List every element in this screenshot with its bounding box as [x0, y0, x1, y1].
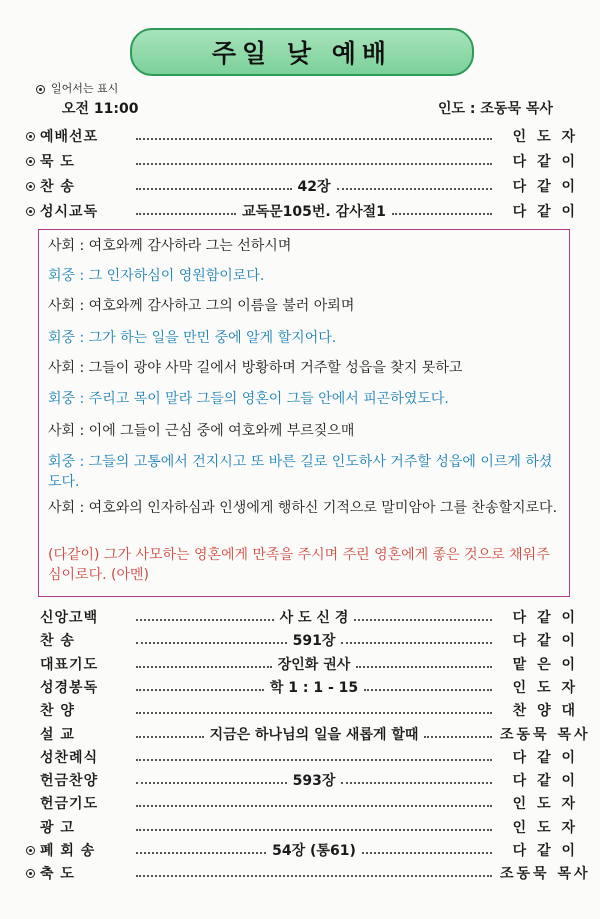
- order-item-role: 다 같 이: [512, 610, 578, 626]
- reading-line: 회중 : 그 인자하심이 영원함이로다.: [48, 268, 265, 284]
- reading-line: 사회 : 여호와의 인자하심과 인생에게 행하신 기적으로 말미암아 그를 찬송할지로다.: [48, 500, 558, 516]
- leader-dots: [136, 689, 264, 691]
- standing-mark-icon: [26, 132, 35, 141]
- order-item-name: 성경봉독: [40, 679, 99, 696]
- page-title: 주일 낮 예배: [130, 28, 474, 76]
- order-item-content: 42장: [297, 179, 331, 195]
- dot-leader: [136, 630, 492, 650]
- order-item-name: 예배선포: [40, 129, 99, 145]
- leader-dots: [136, 666, 272, 668]
- dot-leader: [136, 724, 492, 744]
- dot-leader: [136, 176, 492, 196]
- leader-dots: [136, 163, 492, 165]
- order-item-name: 성시교독: [40, 204, 99, 220]
- order-item-role: 다 같 이: [512, 179, 578, 195]
- order-item-name: 축 도: [40, 866, 75, 883]
- leader-dots: [337, 188, 493, 190]
- mark-slot: [26, 153, 40, 169]
- order-item-role: 맡 은 이: [512, 656, 578, 673]
- mark-slot: [26, 865, 40, 881]
- order-item-name: 찬 송: [40, 179, 75, 195]
- order-item-name: 신앙고백: [40, 610, 99, 626]
- order-item-name: 성찬례식: [40, 749, 99, 766]
- dot-leader: [136, 826, 492, 828]
- order-item-role: 조동묵 목사: [500, 726, 591, 743]
- reading-line: 사회 : 이에 그들이 근심 중에 여호와께 부르짖으매: [48, 423, 355, 439]
- mark-slot: [26, 203, 40, 219]
- leader-dots: [136, 213, 236, 215]
- leader-dots: [136, 736, 204, 738]
- order-item-name: 묵 도: [40, 154, 75, 170]
- order-item-role: 인 도 자: [512, 129, 578, 145]
- order-row: [26, 175, 578, 197]
- order-item-content: 54장 (통61): [272, 843, 356, 859]
- reading-line: 회중 : 주리고 목이 말라 그들의 영혼이 그들 안에서 피곤하였도다.: [48, 391, 449, 407]
- leader-dots: [341, 642, 492, 644]
- order-item-role: 인 도 자: [512, 819, 578, 836]
- standing-mark-icon: [26, 157, 35, 166]
- order-row: [26, 816, 578, 838]
- order-item-role: 다 같 이: [512, 843, 578, 859]
- dot-leader: [136, 709, 492, 711]
- order-item-name: 대표기도: [40, 656, 99, 673]
- service-time: 오전 11:00: [62, 101, 139, 117]
- dot-leader: [136, 677, 492, 697]
- dot-leader: [136, 802, 492, 804]
- leader-dots: [356, 666, 492, 668]
- order-item-role: 다 같 이: [512, 773, 578, 790]
- order-row: [26, 746, 578, 768]
- order-row: [26, 769, 578, 791]
- mark-slot: [26, 842, 40, 858]
- leader-dots: [392, 213, 492, 215]
- mark-slot: [26, 178, 40, 194]
- reading-line: 사회 : 여호와께 감사하고 그의 이름을 불러 아뢰며: [48, 298, 355, 314]
- standing-mark-icon: [26, 182, 35, 191]
- leader-dots: [136, 852, 266, 854]
- reading-line: 사회 : 여호와께 감사하라 그는 선하시며: [48, 238, 292, 254]
- reading-line: 사회 : 그들이 광야 사막 길에서 방황하며 거주할 성읍을 찾지 못하고: [48, 360, 463, 376]
- order-item-role: 다 같 이: [512, 204, 578, 220]
- order-item-name: 광 고: [40, 819, 75, 836]
- dot-leader: [136, 654, 492, 674]
- standing-mark-icon: [26, 207, 35, 216]
- order-item-role: 다 같 이: [512, 749, 578, 766]
- dot-leader: [136, 607, 492, 627]
- dot-leader: [136, 872, 492, 874]
- order-item-content: 593장: [292, 773, 336, 790]
- order-item-content: 지금은 하나님의 일을 새롭게 할때: [209, 726, 419, 743]
- reading-line: 회중 : 그들의 고통에서 건지시고 또 바른 길로 인도하사 거주할 성읍에 이르게 하셨도다.: [48, 454, 553, 490]
- dot-leader: [136, 840, 492, 860]
- order-item-content: 사 도 신 경: [279, 610, 349, 626]
- dot-leader: [136, 135, 492, 137]
- order-row: [26, 606, 578, 628]
- standing-mark-icon: [26, 846, 35, 855]
- order-item-content: 591장: [292, 633, 336, 650]
- dot-leader: [136, 756, 492, 758]
- dot-leader: [136, 160, 492, 162]
- leader-dots: [362, 852, 492, 854]
- order-item-role: 다 같 이: [512, 154, 578, 170]
- legend: [36, 80, 118, 96]
- service-leader: 인도 : 조동묵 목사: [438, 101, 553, 117]
- order-row: [26, 125, 578, 147]
- order-item-name: 폐 회 송: [40, 843, 96, 859]
- order-item-role: 인 도 자: [512, 679, 578, 696]
- order-row: [26, 792, 578, 814]
- order-item-role: 조동묵 목사: [500, 866, 591, 883]
- leader-dots: [136, 805, 492, 807]
- legend-label: 일어서는 표시: [51, 82, 119, 95]
- leader-dots: [341, 782, 492, 784]
- order-row: [26, 150, 578, 172]
- order-row: [26, 699, 578, 721]
- leader-dots: [136, 619, 274, 621]
- order-row: [26, 200, 578, 222]
- order-item-role: 인 도 자: [512, 796, 578, 813]
- order-item-name: 찬 송: [40, 633, 75, 650]
- order-item-content: 장인화 권사: [277, 656, 351, 673]
- leader-dots: [136, 138, 492, 140]
- order-row: [26, 629, 578, 651]
- leader-dots: [354, 619, 492, 621]
- leader-dots: [136, 829, 492, 831]
- order-item-content: 학 1 : 1 - 15: [269, 679, 359, 696]
- order-item-name: 헌금기도: [40, 796, 99, 813]
- order-item-name: 헌금찬양: [40, 773, 99, 790]
- order-row: [26, 862, 591, 884]
- order-item-role: 찬 양 대: [512, 703, 578, 720]
- reading-line: 회중 : 그가 하는 일을 만민 중에 알게 할지어다.: [48, 330, 337, 346]
- leader-dots: [424, 736, 492, 738]
- leader-dots: [136, 642, 287, 644]
- order-item-name: 찬 양: [40, 703, 75, 720]
- leader-dots: [136, 759, 492, 761]
- order-item-role: 다 같 이: [512, 633, 578, 650]
- standing-mark-icon: [36, 85, 45, 94]
- leader-dots: [136, 875, 492, 877]
- order-row: [26, 676, 578, 698]
- reading-line: (다같이) 그가 사모하는 영혼에게 만족을 주시며 주린 영혼에게 좋은 것으로 채워주심이로다. (아멘): [48, 547, 550, 583]
- order-row: [26, 839, 578, 861]
- order-item-content: 교독문105번. 감사절1: [242, 204, 386, 220]
- order-row: [26, 723, 591, 745]
- leader-dots: [364, 689, 492, 691]
- leader-dots: [136, 712, 492, 714]
- mark-slot: [26, 128, 40, 144]
- leader-dots: [136, 188, 292, 190]
- dot-leader: [136, 770, 492, 790]
- order-item-name: 설 교: [40, 726, 75, 743]
- leader-dots: [136, 782, 287, 784]
- standing-mark-icon: [26, 869, 35, 878]
- dot-leader: [136, 201, 492, 221]
- order-row: [26, 653, 578, 675]
